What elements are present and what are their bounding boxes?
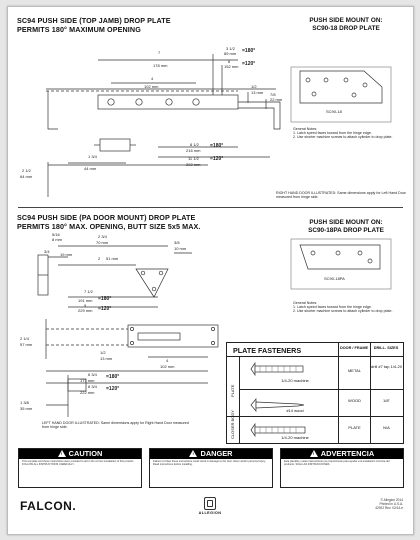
dim2-2-25: 2 1/4 [20,336,29,341]
row3-drill: N/A [383,425,390,430]
danger-text: Failure to follow these instructions could result in damage to the door closer and/or personal injury. Read instructions before installing. [153,460,266,467]
danger-label: DANGER [200,449,233,458]
col-door-frame: DOOR / FRAME [339,346,369,350]
dim2-3-4-mm: 19 mm [60,252,73,257]
table-rule [239,389,403,390]
caution-header [19,449,141,459]
dim2-9: 9 [84,303,87,308]
plate-fasteners-title: PLATE FASTENERS [233,346,302,355]
dim-3-5: 3 1/2 [226,46,235,51]
dim-3-5-mm: 89 mm [224,51,237,56]
dim2-8-75-mm: 222 mm [80,390,95,395]
section2-title: SC94 PUSH SIDE (PA DOOR MOUNT) DROP PLATE [17,213,196,222]
danger-header [150,449,272,459]
dim2-4-mm: 102 mm [160,364,175,369]
template-sheet [7,6,414,535]
dim2-2-75: 2 3/4 [98,234,107,239]
row2-door: WOOD [348,398,361,403]
section1-subtitle: PERMITS 180° MAXIMUM OPENING [17,25,141,34]
section1-title: SC94 PUSH SIDE (TOP JAMB) DROP PLATE [17,16,171,25]
advertencia-header [281,449,403,459]
dim2-angle-180b: =180° [106,374,120,380]
row3-screw: 1/4-20 machine [281,435,309,440]
dim2-7-5-mm: 191 mm [78,298,93,303]
dim-angle-120: =120° [242,61,256,67]
section2-hand-note: LEFT HAND DOOR ILLUSTRATED: Same dimensions apply for Right Hand Door measured from hinge side. [42,421,189,430]
row-plate-label: PLATE [230,384,235,397]
dim-7-mm: 178 mm [153,63,168,68]
dim-8-5: 8 1/2 [190,142,199,147]
section2-note-1: 1. Latch speed faces toward from the hinge edge. [293,305,372,310]
caution-box [18,448,142,488]
dim2-angle-180: =180° [98,296,112,302]
dim-1-75: 1 3/4 [88,154,97,159]
warning-triangle-icon [189,450,197,457]
dim2-1-2-mm: 13 mm [100,356,113,361]
section2-subtitle: PERMITS 180° MAX. OPENING, BUTT SIZE 5x5 MAX. [17,222,201,231]
dim2-6-75-mm: 171 mm [80,378,95,383]
section2-notes-head: General Notes: [293,301,318,305]
dim-4-mm: 102 mm [144,84,159,89]
section2-mount-label: PUSH SIDE MOUNT ON: [309,219,383,226]
dim-6-mm: 152 mm [224,64,239,69]
dim2-2: 2 [98,256,101,261]
allegion-icon [204,497,216,510]
allegion-wordmark: ALLEGION [198,511,222,515]
table-rule [227,356,403,357]
dim-angle-180b: =180° [210,143,224,149]
section1-mount-label: PUSH SIDE MOUNT ON: [309,17,383,24]
dim2-4: 4 [166,358,169,363]
row2-drill: 1/8" [383,398,390,403]
warning-triangle-icon [58,450,66,457]
advertencia-box [280,448,404,488]
dim-1-2: 1/2 [251,84,257,89]
dim-6: 6 [228,59,231,64]
dim2-3-4: 3/4 [44,249,50,254]
dim-angle-120b: =120° [210,156,224,162]
row2-screw: #14 wood [286,408,304,413]
table-rule [227,416,403,417]
dim-4: 4 [151,76,154,81]
caution-text: This template and these instructions were provided to aid in the correct installation of this product. FOLLOW ALL INSTRUCTIONS CAREFULLY. [22,460,135,467]
dim-2-5-mm: 64 mm [20,174,33,179]
row1-door: METAL [347,368,362,373]
dim2-5-16-mm: 8 mm [52,237,62,242]
revision-line: 42922 Rev. 02/14-e [375,505,403,510]
section1-part-number: SC90-18 [326,109,342,114]
dim2-5-16: 5/16 [52,232,60,237]
dim2-7-5: 7 1/2 [84,289,93,294]
dim2-1-375-mm: 35 mm [20,406,33,411]
dim-angle-180: =180° [242,48,256,54]
section2-part-number: SC90-18PA [324,276,345,281]
dim-2-5: 2 1/2 [22,168,31,173]
danger-box [149,448,273,488]
advertencia-label: ADVERTENCIA [320,449,375,458]
dim-7-8-mm: 22 mm [270,97,283,102]
section2-notes [293,301,403,314]
dim2-2-25-mm: 57 mm [20,342,33,347]
section1-notes-head: General Notes: [293,127,318,131]
dim2-6-75: 6 3/4 [88,372,97,377]
plate-fasteners-table [226,342,404,444]
row-closer-label: CLOSER BODY [230,410,235,439]
table-rule [239,356,240,443]
dim2-1-2: 1/2 [100,350,106,355]
row3-door: PLATE [348,425,361,430]
dim2-3-8: 3/8 [174,240,180,245]
dim-11-5-mm: 292 mm [186,162,201,167]
printed-line: Printed in U.S.A. [379,501,403,506]
section2-mount-plate: SC90-18PA DROP PLATE [308,227,384,234]
row1-drill: drill #7 tap 1/4-20 [371,364,402,369]
dim-8-5-mm: 216 mm [186,148,201,153]
caution-label: CAUTION [68,449,103,458]
section1-hand-note: RIGHT HAND DOOR ILLUSTRATED: Same dimensions apply for Left Hand Door measured from hinge side. [276,191,406,200]
col-drill-sizes: DRILL- SIZES [373,346,399,350]
dim2-9-mm: 229 mm [78,308,93,313]
warning-triangle-icon [310,450,318,457]
dim2-angle-120: =120° [98,306,112,312]
advertencia-text: Esta plantilla y estas instrucciones se proporcionan para ayudar a la instalación correcta del producto. SIGA LAS INSTRUCCIONES. [284,460,390,467]
row1-screw: 1/4-20 machine [281,378,309,383]
dim2-2-75-mm: 70 mm [96,240,109,245]
dim2-1-375: 1 3/8 [20,400,29,405]
falcon-logo: FALCON. [20,499,77,513]
copyright-line: © Allegion 2014 [380,498,403,502]
dim2-2-mm: 51 mm [106,256,119,261]
dim2-3-8-mm: 10 mm [174,246,187,251]
dim-11-5: 11 1/2 [188,156,199,161]
dim-1-75-mm: 44 mm [84,166,97,171]
dim2-8-75: 8 3/4 [88,384,97,389]
dim-7-8: 7/8 [270,92,276,97]
dim-1-2-mm: 13 mm [251,90,264,95]
section1-mount-plate: SC90-18 DROP PLATE [312,25,380,32]
section1-note-2: 2. Use shorter machine screws to attach cylinder to drop plate. [293,135,393,140]
dim-7: 7 [158,50,161,55]
section2-note-2: 2. Use shorter machine screws to attach cylinder to drop plate. [293,309,393,314]
copyright-block [375,499,403,511]
section1-note-1: 1. Latch speed faces toward from the hinge edge. [293,131,372,136]
allegion-logo [188,497,232,515]
dim2-angle-120b: =120° [106,386,120,392]
